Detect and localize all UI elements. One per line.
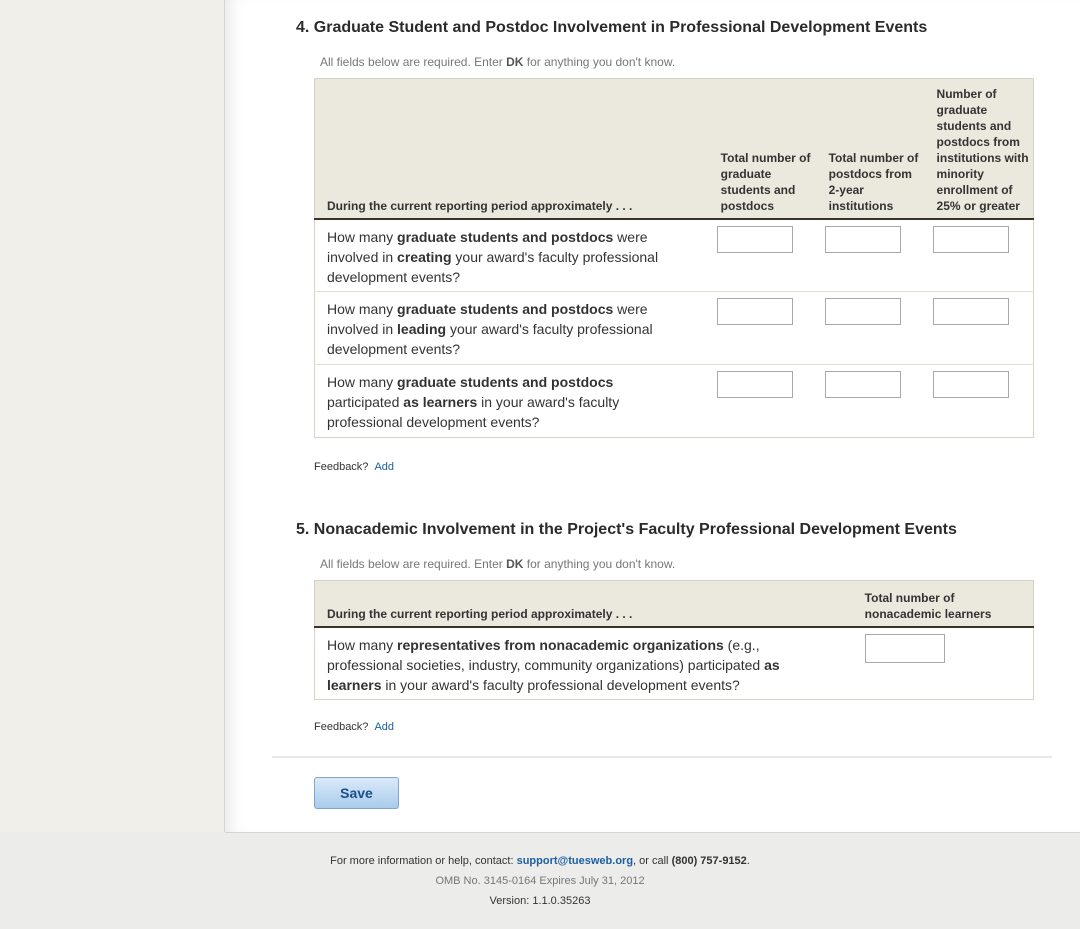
note-text: All fields below are required. Enter [320, 55, 507, 69]
question-text: in your award's faculty professional development events? [327, 394, 620, 430]
section-4-feedback [314, 461, 394, 473]
footer-contact-text: , or call [633, 855, 672, 867]
feedback-add-link[interactable]: Add [374, 721, 395, 733]
column-header-question: During the current reporting period approximately . . . [315, 79, 709, 219]
cell [709, 219, 817, 292]
column-header-total-grad-postdocs: Total number of graduate students and postdocs [709, 79, 817, 219]
question-text: your award's faculty professional development events? [327, 248, 659, 285]
footer-contact-text: For more information or help, contact: [330, 855, 517, 867]
feedback-label: Feedback? [314, 461, 369, 473]
learners-minority-input[interactable] [933, 371, 1009, 398]
question-text: were involved in [327, 301, 648, 337]
note-text-end: for anything you don't know. [523, 557, 676, 571]
question-text: (e.g., professional societies, industry, community organizations) participated [327, 636, 765, 673]
leading-total-input[interactable] [717, 298, 793, 325]
column-header-postdocs-2-year: Total number of postdocs from 2-year institutions [817, 79, 925, 219]
question-text: your award's faculty professional development events? [327, 321, 653, 357]
column-header-nonacademic-learners: Total number of nonacademic learners [857, 581, 1034, 627]
section-4-table [314, 78, 1034, 438]
question-emphasis: representatives from nonacademic organizations [397, 636, 724, 653]
cell [817, 219, 925, 292]
cell [925, 219, 1034, 292]
section-5-heading: 5. Nonacademic Involvement in the Project's Faculty Professional Development Events [296, 521, 957, 538]
section-4-heading: 4. Graduate Student and Postdoc Involvement in Professional Development Events [296, 19, 928, 36]
question-emphasis: as learners [403, 394, 478, 410]
table-header-row [315, 581, 1034, 627]
question-emphasis: graduate students and postdocs [397, 374, 614, 390]
footer-contact-text: . [746, 855, 750, 867]
column-header-question: During the current reporting period approximately . . . [315, 581, 857, 627]
note-text-end: for anything you don't know. [523, 55, 676, 69]
cell [709, 292, 817, 365]
question-emphasis: graduate students and postdocs [397, 301, 614, 317]
section-5-feedback [314, 721, 394, 733]
save-button[interactable]: Save [314, 777, 399, 809]
note-dk: DK [506, 55, 524, 69]
question-emphasis: as learners [327, 656, 780, 693]
divider [272, 756, 1052, 758]
question-creating [315, 219, 709, 292]
support-phone: (800) 757-9152 [671, 855, 747, 867]
table-row [315, 627, 1034, 700]
creating-postdocs-2yr-input[interactable] [825, 226, 901, 253]
nonacademic-learners-input[interactable] [865, 634, 945, 663]
table-row [315, 219, 1034, 292]
main-content [225, 0, 1080, 833]
note-text: All fields below are required. Enter [320, 557, 507, 571]
section-5-required-note [320, 557, 675, 571]
cell [709, 365, 817, 438]
column-header-minority-enrollment: Number of graduate students and postdocs from institutions with minority enrollment of 25% or greater [925, 79, 1034, 219]
page-footer [0, 833, 1080, 929]
question-text: How many [327, 374, 398, 390]
question-text: participated [327, 394, 404, 410]
cell [925, 365, 1034, 438]
footer-contact [0, 855, 1080, 867]
creating-minority-input[interactable] [933, 226, 1009, 253]
cell [817, 292, 925, 365]
cell [857, 627, 1034, 700]
section-4-required-note [320, 55, 675, 69]
question-text: How many [327, 301, 398, 317]
question-text: were involved in [327, 228, 648, 265]
question-text: How many [327, 228, 398, 245]
cell [925, 292, 1034, 365]
question-emphasis: leading [397, 321, 447, 337]
section-5-table [314, 580, 1034, 700]
cell [817, 365, 925, 438]
learners-postdocs-2yr-input[interactable] [825, 371, 901, 398]
question-learners [315, 365, 709, 438]
version-info: Version: 1.1.0.35263 [489, 895, 591, 907]
note-dk: DK [506, 557, 524, 571]
question-leading [315, 292, 709, 365]
learners-total-input[interactable] [717, 371, 793, 398]
table-row [315, 365, 1034, 438]
question-nonacademic [315, 627, 857, 700]
question-emphasis: graduate students and postdocs [397, 228, 614, 245]
leading-postdocs-2yr-input[interactable] [825, 298, 901, 325]
question-emphasis: creating [397, 248, 452, 265]
feedback-label: Feedback? [314, 721, 369, 733]
table-row [315, 292, 1034, 365]
omb-notice: OMB No. 3145-0164 Expires July 31, 2012 [435, 875, 645, 887]
creating-total-input[interactable] [717, 226, 793, 253]
question-text: How many [327, 636, 398, 653]
question-text: in your award's faculty professional development events? [381, 676, 740, 693]
feedback-add-link[interactable]: Add [374, 461, 395, 473]
leading-minority-input[interactable] [933, 298, 1009, 325]
support-email-link[interactable]: support@tuesweb.org [516, 855, 634, 867]
table-header-row [315, 79, 1034, 219]
left-sidebar [0, 0, 225, 832]
